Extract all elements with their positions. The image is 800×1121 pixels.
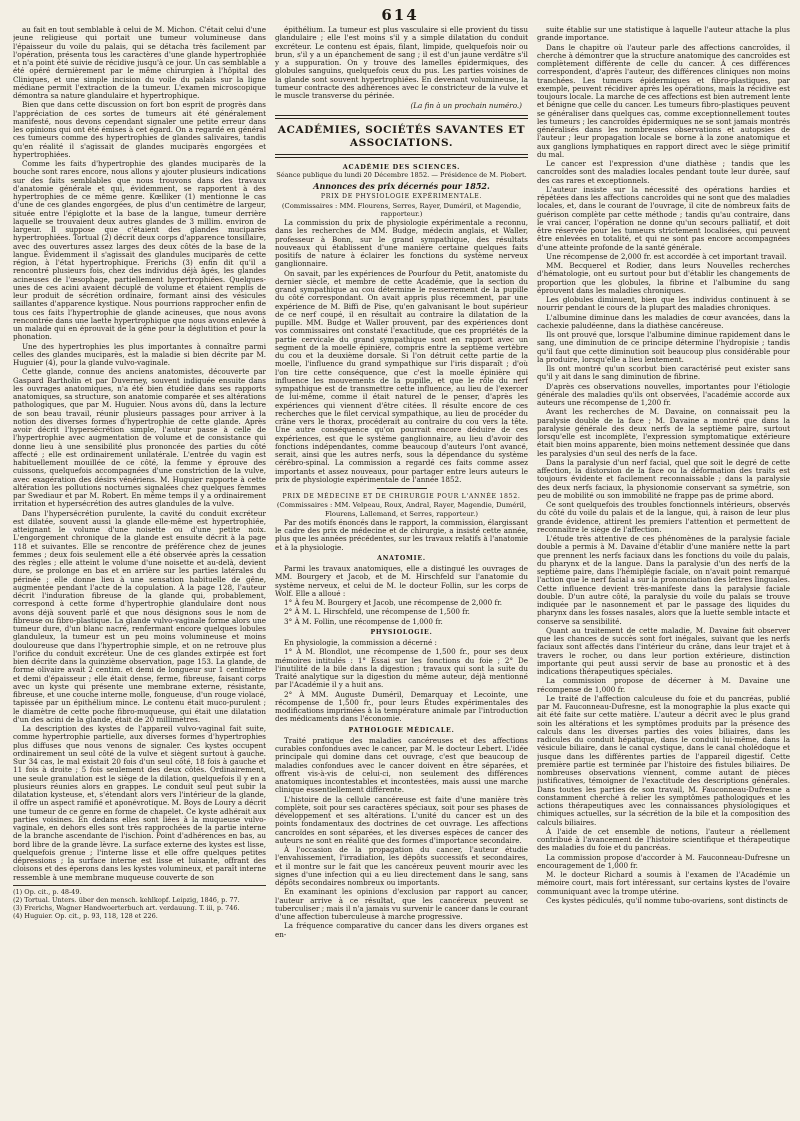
pathology-text — [275, 737, 528, 939]
medicine-intro: Par des motifs énoncés dans le rapport, la commission, élargissant le cadre des prix de médecine et de chirurgie, a insisté cette année, plus que les années précédentes, sur les travaux relatifs à l'anatomie et à la physiologie. — [275, 517, 528, 552]
academy-session: Séance publique du lundi 20 Décembre 1852. — Présidence de M. Piobert. — [276, 170, 527, 179]
column-left-text — [13, 26, 266, 882]
prize-announcement: Annonces des prix décernés pour 1852. — [313, 181, 490, 191]
academy-title: ACADÉMIE DES SCIENCES. — [342, 162, 461, 171]
commission-medicine: (Commissaires : MM. Velpeau, Roux, Andral, Rayer, Magendie, Duméril, Flourens, Lallemand, et Serres, rapporteur.) — [276, 501, 527, 518]
prize-heading-physiology: PRIX DE PHYSIOLOGIE EXPÉRIMENTALE. — [320, 193, 483, 201]
paragraph: L'étude très attentive de ces phénomènes de la paralysie faciale double a permis à M. Davaine d'établir d'une manière nette la part que prennent les nerfs faciaux dans les fonctions du voile du palais, du pharynx et de la langue. Dans la paralysie d'un des nerfs de la septième paire, dans l'hémiplégie faciale, on n'avait point remarqué l'action que le nerf facial a sur la prononciation des lettres linguales. Cette influence devient très-manifeste dans la paralysie faciale double. D'un autre côté, la paralysie du voile du palais se trouve indiquée par le nasonnement et par le passage des liquides du pharynx dans les fosses nasales, alors que la luette semble intacte et conserve sa sensibilité. — [537, 534, 790, 626]
paragraph: Le cancer est l'expression d'une diathèse ; tandis que les cancroïdes sont des maladies locales pendant toute leur durée, sauf des cas rares et exceptionnels. — [537, 159, 790, 185]
paragraph: On savait, par les expériences de Pourfour du Petit, anatomiste du dernier siècle, et membre de cette Académie, que la section du grand sympathique au cou détermine le resserrement de la pupille du côté correspondant. On avait appris plus récemment, par une expérience de M. Biffi de Pise, qu'en galvanisant le bout supérieur de ce nerf coupé, il en résultait au contraire la dilatation de la pupille. MM. Budge et Waller prouvent, par des expériences dont vos commissaires ont constaté l'exactitude, que ces propriétés de la partie cervicale du grand sympathique sont en rapport avec un segment de la moelle épinière, compris entre la septième vertèbre du cou et la deuxième dorsale. Si l'on détruit cette partie de la moelle, l'influence du grand sympathique sur l'iris disparaît ; d'où l'on tire cette conséquence, que c'est la moelle épinière qui influence les mouvements de la pupille, et que le rôle du nerf sympathique est de transmettre cette influence, au lieu de l'exercer de lui-même, comme il était naturel de le penser, d'après les expériences qui viennent d'être citées. Il résulte encore de ces recherches que le filet cervical sympathique, au lieu de procéder du crâne vers le thorax, procéderait au contraire du cou vers la tête. Une autre conséquence qu'on pourrait encore déduire de ces expériences, est que le système ganglionnaire, au lieu d'avoir des fonctions indépendantes, comme beaucoup d'auteurs l'ont avancé, serait, ainsi que les autres nerfs, sous la dépendance du système cérébro-spinal. La commission a regardé ces faits comme assez importants et assez nouveaux, pour partager entre leurs auteurs le prix de physiologie expérimentale de l'année 1852. — [275, 268, 528, 484]
paragraph: suite établie sur une statistique à laquelle l'auteur attache la plus grande importance. — [537, 26, 790, 43]
paragraph: D'après ces observations nouvelles, importantes pour l'étiologie générale des maladies qu'ils ont observées, l'académie accorde aux auteurs une récompense de 1,200 fr. — [537, 381, 790, 407]
page-number: 614 — [381, 6, 419, 24]
paragraph: Traité pratique des maladies cancéreuses et des affections curables confondues avec le cancer, par M. le docteur Lebert. L'idée principale qui domine dans cet ouvrage, c'est que beaucoup de maladies confondues avec le cancer doivent en être séparées, et offrent vis-à-vis de celui-ci, non seulement des différences anatomiques incontestables et incontestées, mais aussi une marche clinique essentiellement différente. — [275, 735, 528, 795]
award-item: 1° À M. Blondlot, une récompense de 1,500 fr., pour ses deux mémoires intitulés : 1° Essai sur les fonctions du foie ; 2° De l'inutilité de la bile dans la digestion ; travaux qui sont la suite du Traité analytique sur la digestion du même auteur, déjà mentionné par l'Académie il y a huit ans. — [275, 647, 528, 690]
paragraph: Dans le chapitre où l'auteur parle des affections cancroïdes, il cherche à démontrer que la structure anatomique des cancroïdes est complètement différente de celle du cancer. À ces différences correspondent, d'après l'auteur, des différences cliniques non moins tranchées. Les tumeurs épidermiques et fibro-plastiques, par exemple, peuvent récidiver après les opérations, mais la récidive est toujours locale. La marche de ces affections est bien autrement lente et bénigne que celle du cancer. Les tumeurs fibro-plastiques peuvent se généraliser dans quelques cas, comme exceptionnellement toutes les tumeurs ; les cancroïdes épidermiques ne se sont jamais montrés généralisés dans les nombreuses observations et autopsies de l'auteur ; leur propagation locale se borne à la zone anatomique et aux ganglions lymphatiques en rapport direct avec le siège primitif du mal. — [537, 42, 790, 159]
paragraph: Ces kystes pédiculés, qu'il nomme tubo-ovariens, sont distincts de — [546, 895, 788, 905]
paragraph: La commission propose d'accorder à M. Fauconneau-Dufresne un encouragement de 1,000 fr. — [537, 852, 790, 870]
prize-heading-medicine: PRIX DE MÉDECINE ET DE CHIRURGIE POUR L'ANNÉE 1852. — [282, 493, 521, 500]
award-item: 2° À MM. Auguste Duméril, Demarquay et Lecointe, une récompense de 1,500 fr., pour leurs Études expérimentales des modifications imprimées à la température animale par l'introduction des médicaments dans l'économie. — [275, 689, 528, 724]
award-item: 2° À M. L. Hirschfeld, une récompense de 1,500 fr. — [284, 607, 470, 617]
paragraph: Ce sont quelquefois des troubles fonctionnels intérieurs, observés du côté du voile du palais et de la langue, qui, à raison de leur plus grande évidence, attirent les premiers l'attention et permettent de reconnaître le siège de l'affection. — [537, 500, 790, 534]
paragraph: M. le docteur Richard a soumis à l'examen de l'Académie un mémoire court, mais fort intéressant, sur certains kystes de l'ovaire communiquant avec la trompe utérine. — [537, 870, 790, 896]
paragraph: À l'aide de cet ensemble de notions, l'auteur a réellement contribué à l'avancement de l'histoire scientifique et thérapeutique des maladies du foie et du pancréas. — [537, 826, 790, 853]
paragraph: Une récompense de 2,000 fr. est accordée à cet important travail. — [546, 251, 787, 261]
footnote: (3) Frerichs, Wagner Handwoerterbuch art. verdauung. T. iii, p. 746. — [13, 903, 240, 912]
three-column-body — [13, 26, 790, 1115]
paragraph: MM. Becquerel et Rodier, dans leurs Nouvelles recherches d'hématologie, ont eu surtout pour but d'établir les changements de proportion que les globules, la fibrine et l'albumine du sang éprouvent dans les maladies chroniques. — [537, 261, 790, 295]
column-middle — [275, 26, 528, 1115]
section-divider — [275, 115, 528, 119]
paragraph: Ils ont montré qu'un scorbut bien caractérisé peut exister sans qu'il y ait dans le sang diminution de fibrine. — [537, 364, 790, 382]
paragraph: La description des kystes de l'appareil vulvo-vaginal fait suite, comme hypertrophie partielle, aux diverses formes d'hypertrophies plus diffuses que nous venons de signaler. Ces kystes occupent ordinairement un seul côté de la vulve et siègent surtout à gauche. Sur 34 cas, le mal existait 20 fois d'un seul côté, 18 fois à gauche et 11 fois à droite ; 5 fois seulement des deux côtés. Ordinairement, une seule granulation est le siège de la dilation, quelquefois il y en a plusieurs réunies alors en grappes. Le conduit seul peut subir la dilatation kysteuse, et, s'étendant alors vers l'intérieur de la glande, il offre un aspect ramifié et aponévrotique. M. Boys de Loury a décrit une tumeur de ce genre en forme de chapelet. Ce kyste adhérait aux parties voisines. En dedans elles sont liées à la muqueuse vulvo-vaginale, en dehors elles sont très rapprochées de la partie interne de la branche ascendante de l'ischion. Point d'adhérences en bas, au bord libre de la grande lèvre. La surface externe des kystes est lisse, quelquefois grenue ; l'interne lisse et elle offre quelques petites dépressions ; la surface interne est lisse et luisante, offrant des cloisons et des éperons dans les kystes volumineux, et paraît interne ressemble à une membrane muqueuse couverte de son — [13, 724, 266, 882]
paragraph: au fait en tout semblable à celui de M. Michon. C'était celui d'une jeune religieuse qui portait une tumeur volumineuse dans l'épaisseur du voile du palais, qui se détacha très facilement par l'opération, présenta tous les caractères d'une glande hypertrophiée et n'a point été suivie de récidive jusqu'à ce jour. Un cas semblable a été opéré dernièrement par le même chirurgien à l'hôpital des Cliniques, et une simple incision du voile du palais sur la ligne médiane permit l'extraction de la tumeur. L'examen microscopique démontra sa nature glandulaire et hypertrophique. — [13, 26, 266, 100]
anatomy-heading: ANATOMIE. — [377, 554, 426, 562]
paragraph: Une des hypertrophies les plus importantes à connaître parmi celles des glandes muciparès, est la maladie si bien décrite par M. Huguier (4), pour la glande vulvo-vaginale. — [13, 341, 266, 367]
section-divider-lower — [275, 154, 528, 158]
award-item: 1° À feu M. Bourgery et Jacob, une récompense de 2,000 fr. — [284, 598, 503, 607]
paragraph: En examinant les opinions d'exclusion par rapport au cancer, l'auteur arrive à ce résultat, que les cancéreux peuvent se tuberculiser ; mais il n'a jamais vu survenir le cancer dans le courant d'une affection tuberculeuse à marche progressive. — [275, 887, 528, 921]
column-right — [537, 26, 790, 1115]
column-right-text — [537, 26, 790, 905]
footnote: (2) Tortual. Unters. über den mensch. kehlkopf. Leipzig, 1846, p. 77. — [13, 895, 240, 904]
continued-note: (La fin à un prochain numéro.) — [410, 101, 522, 111]
footnote: (4) Huguier. Op. cit., p. 93, 118, 128 et 226. — [13, 911, 158, 920]
paragraph: épithélium. La tumeur est plus vasculaire si elle provient du tissu glandulaire ; elle l'est moins s'il y a simple dilatation du conduit excréteur. Le contenu est épais, filant, limpide, quelquefois noir ou brun, s'il y a un épanchement de sang ; il est d'un jaune verdâtre s'il y a suppuration. On y trouve des lamelles épidermiques, des globules sanguins, quelquefois ceux du pus. Les parties voisines de la glande sont souvent hypertrophiées. En devenant volumineuse, la tumeur contracte des adhérences avec le constricteur de la vulve et le muscle transverse du périnée. — [275, 26, 528, 100]
physiology-awards — [275, 648, 528, 723]
paragraph: Dans la paralysie d'un nerf facial, quel que soit le degré de cette affection, la distorsion de la face ou la déformation des traits est toujours évidente et facilement reconnaissable ; dans la paralysie des deux nerfs faciaux, la physionomie conservant sa symétrie, son peu de mobilité ou son immobilité ne frappe pas de prime abord. — [537, 457, 790, 500]
anatomy-intro: Parmi les travaux anatomiques, elle a distingué les ouvrages de MM. Bourgery et Jacob, et de M. Hirschfeld sur l'anatomie du système nerveux, et celui de M. le docteur Follin, sur les corps de Wolf. Elle a alloué : — [275, 564, 528, 598]
paragraph: La commission du prix de physiologie expérimentale a reconnu, dans les recherches de MM. Budge, médecin anglais, et Waller, professeur à Bonn, sur le grand sympathique, des résultats nouveaux qui établissent d'une manière certaine quelques faits positifs de nature à éclairer les fonctions du système nerveux ganglionnaire. — [275, 218, 528, 269]
paragraph: Avant les recherches de M. Davaine, on connaissait peu la paralysie double de la face ; M. Davaine a montré que dans la paralysie générale des deux nerfs de la septième paire, surtout lorsqu'elle est incomplète, l'expression symptomatique extérieure était bien moins apparente, bien moins nettement dessinée que dans les paralysies d'un seul des nerfs de la face. — [537, 407, 790, 458]
paragraph: Quant au traitement de cette maladie, M. Davaine fait observer que les chances de succès sont fort inégales, suivant que les nerfs faciaux sont affectés dans l'intérieur du crâne, dans leur trajet et à travers le rocher, ou dans leur portion extérieure, distinction importante qui peut aussi servir de base au pronostic et à des indications thérapeutiques spéciales. — [537, 625, 790, 676]
award-item: 3° À M. Follin, une récompense de 1,000 fr. — [284, 616, 443, 626]
commission-physiology: (Commissaires : MM. Flourens, Serres, Rayer, Duméril, et Magendie, rapporteur.) — [281, 201, 522, 218]
paragraph: Cette glande, connue des anciens anatomistes, découverte par Gaspard Bartholin et par Duverney, souvent indiquée ensuite dans les ouvrages anatomiques, n'a été bien étudiée dans ses rapports anatomiques, sa structure, son anatomie comparée et ses altérations pathologiques, que par M. Huguier. Nous avons dû, dans la lecture de son beau travail, réunir plusieurs passages pour arriver à la notion des diverses formes d'hypertrophie de cette glande. Après avoir décrit l'hypersécrétion simple, l'auteur passe à celle de l'hypertrophie avec augmentation de volume et de consistance qui donne lieu à une sensibilité plus prononcée des parties du côté affecté ; elle est ordinairement unilatérale. L'entrée du vagin est habituellement mouillée de ce côté, la femme y éprouve des cuissons, quelquefois accompagnées d'une constriction de la vulve, avec exagération des désirs vénériens. M. Huguier rapporte à cette altération les pollutions nocturnes signalées chez quelques femmes par Swediaur et par M. Robert. En même temps il y a ordinairement irritation et hypersécrétion des autres glandules de la vulve. — [13, 367, 266, 509]
pathology-heading: PATHOLOGIE MÉDICALE. — [348, 726, 455, 734]
paragraph: L'albumine diminue dans les maladies de cœur avancées, dans la cachexie paludéenne, dans la diathèse cancéreuse. — [537, 312, 790, 330]
footnote: (1) Op. cit., p. 48-49. — [13, 887, 82, 896]
short-divider — [377, 488, 427, 489]
paragraph: La commission propose de décerner à M. Davaine une récompense de 1,000 fr. — [537, 676, 790, 694]
paragraph: Le traité de l'affection calculeuse du foie et du pancréas, publié par M. Fauconneau-Dufresne, est la monographie la plus exacte qui ait été faite sur cette matière. L'auteur a décrit avec le plus grand soin les altérations et les symptômes produits par la présence des calculs dans les diverses parties des voies biliaires, dans les radicules du conduit hépatique, dans le conduit lui-même, dans la vésicule biliaire, dans le canal cystique, dans le canal cholédoque et jusque dans les différentes parties de l'appareil digestif. Cette première partie est terminée par l'histoire des fistules biliaires. De nombreuses observations viennent, comme autant de pièces justificatives, témoigner de l'exactitude des descriptions générales. Dans toutes les parties de son travail, M. Fauconneau-Dufresne a constamment cherché à relier les symptômes pathologiques et les actions thérapeutiques avec les connaissances physiologiques et chimiques actuelles, sur la sécrétion de la bile et la composition des calculs biliaires. — [537, 693, 790, 827]
paragraph: Les globules diminuent, bien que les individus continuent à se nourrir pendant le cours de la plupart des maladies chroniques. — [537, 295, 790, 313]
article-ending — [275, 26, 528, 100]
anatomy-awards — [275, 599, 528, 626]
physiology-heading: PHYSIOLOGIE. — [370, 628, 433, 636]
physiology-prize-text — [275, 219, 528, 484]
paragraph: La fréquence comparative du cancer dans les divers organes est en- — [275, 921, 528, 939]
column-left — [13, 26, 266, 1115]
paragraph: Comme les faits d'hypertrophie des glandes muciparès de la bouche sont rares encore, nous allons y ajouter plusieurs indications sur des faits semblables que nous trouvons dans des travaux d'anatomie générale et qui, évidemment, se rapportent à des hypertrophies de ce même genre. Kœlliker (1) mentionne le cas d'une de ces glandes engorgées, de plus d'un centimètre de largeur, située entre l'épiglotte et la base de la langue, tumeur derrière laquelle se trouvaient deux autres glandes de 3 millim. environ de largeur. Il suppose que c'étaient des glandes muciparès hypertrophiées. Tortual (2) décrit deux corps d'apparence tonsillaire, avec des ouvertures assez larges des deux côtés de la base de la langue. Évidemment il s'agissait des glandules muciparès de cette région, à l'état hypertrophique. Frerichs (3) enfin dit qu'il a rencontré plusieurs fois, chez des individus déjà âgés, les glandes acineuses de l'œsophage, partiellement hypertrophiées. Quelques-unes de ces acini avaient décuplé de volume et étaient remplis de leur produit de sécrétion ordinaire, formant ainsi des vésicules saillantes d'apparence kystique. Nous pourrions rapprocher enfin de tous ces faits l'hypertrophie de glande acineuses, que nous avons rencontrée dans une laette hypertrophique que nous avons enlevée à un malade qui en éprouvait de la gêne pour la déglutition et pour la phonation. — [13, 159, 266, 342]
physiology-intro: En physiologie, la commission a décerné : — [284, 638, 437, 647]
section-banner: ACADÉMIES, SOCIÉTÉS SAVANTES ET ASSOCIATIONS. — [277, 123, 526, 149]
footnotes — [13, 885, 266, 920]
paragraph: À l'occasion de la propagation du cancer, l'auteur étudie l'envahissement, l'irradiation, les dépôts successifs et secondaires, et il montre sur le fait que les cancéreux peuvent mourir avec les signes d'une infection qui a eu lieu directement dans le sang, sans dépôts secondaires nombreux ou importants. — [275, 845, 528, 887]
paragraph: Bien que dans cette discussion on fort bon esprit de progrès dans l'appréciation de ces sortes de tumeurs ait été généralement manifesté, nous devons cependant signaler une petite erreur dans les opinions qui ont été émises à cet égard. On a regardé en général ces tumeurs comme des hypertrophies de glandes salivaires, tandis qu'en réalité il s'agissait de glandes muciparès engorgées et hypertrophiées. — [13, 100, 266, 159]
paragraph: L'histoire de la cellule cancéreuse est faite d'une manière très complète, soit pour ses caractères spéciaux, soit pour ses phases de développement et ses altérations. L'unité du cancer est un des points fondamentaux des doctrines de cet ouvrage. Les affections cancroïdes en sont séparées, et les diverses espèces de cancer des auteurs ne sont en réalité que des formes d'importance secondaire. — [275, 794, 528, 845]
paragraph: L'auteur insiste sur la nécessité des opérations hardies et répétées dans les affections cancroïdes qui ne sont que des maladies locales, et, dans le courant de l'ouvrage, il cite de nombreux faits de guérison complète par cette méthode ; tandis qu'au contraire, dans le vrai cancer, l'opération ne donne qu'un secours palliatif, et doit être réservée pour les tumeurs strictement localisées, qui peuvent être enlevées en totalité, et qui ne sont pas encore accompagnées d'une atteinte profonde de la santé générale. — [537, 184, 790, 252]
paragraph: Ils ont prouvé que, lorsque l'albumine diminue rapidement dans le sang, une diminution de ce principe détermine l'hydropisie ; tandis qu'il faut que cette diminution soit beaucoup plus considérable pour la produire, lorsqu'elle a lieu lentement. — [537, 330, 790, 364]
paragraph: Dans l'hypersécrétion purulente, la cavité du conduit excréteur est dilatée, souvent aussi la glande elle-même est hypertrophiée, atteignant le volume d'une noisette ou d'une petite noix. L'engorgement chronique de la glande est ensuite décrit à la page 118 et suivantes. Elle se rencontre de préférence chez de jeunes femmes ; deux fois seulement elle a été observée après la cessation des règles ; elle atteint le volume d'une noisette et au-delà, devient dure, se prolonge en bas et en arrière sur les parties latérales du périnée ; elle donne lieu à une sensation habituelle de gêne, augmentée pendant l'acte de la copulation. À la page 128, l'auteur décrit l'induration fibreuse de la glande qui, probablement, correspond à cette forme d'hypertrophie glandulaire dont nous avons déjà souvent parlé et que nous désignons sous le nom de fibreuse ou fibro-plastique. La glande vulvo-vaginale forme alors une tumeur dure, d'un blanc nacré, renfermant encore quelques lobules glanduleux, la tumeur est un peu moins volumineuse et moins douloureuse que dans l'hypertrophie simple, et on ne retrouve plus l'orifice du conduit excréteur. Une de ces glandes extirpée est fort bien décrite dans la quinzième observation, page 153. La glande, de forme olivaire avait 2 centim. et demi de longueur sur 1 centimètre et demi d'épaisseur ; elle était dense, ferme, fibreuse, faisant corps avec un kyste qui présente une membrane externe, résistante, fibreuse, et une couche interne molle, fongueuse, d'un rouge violacé, tapissée par un épithélium mince. Le contenu était muco-purulent ; le diamètre de cette poche fibro-muqueuse, qui était une dilatation d'un des acini de la glande, était de 20 millimètres. — [13, 508, 266, 724]
